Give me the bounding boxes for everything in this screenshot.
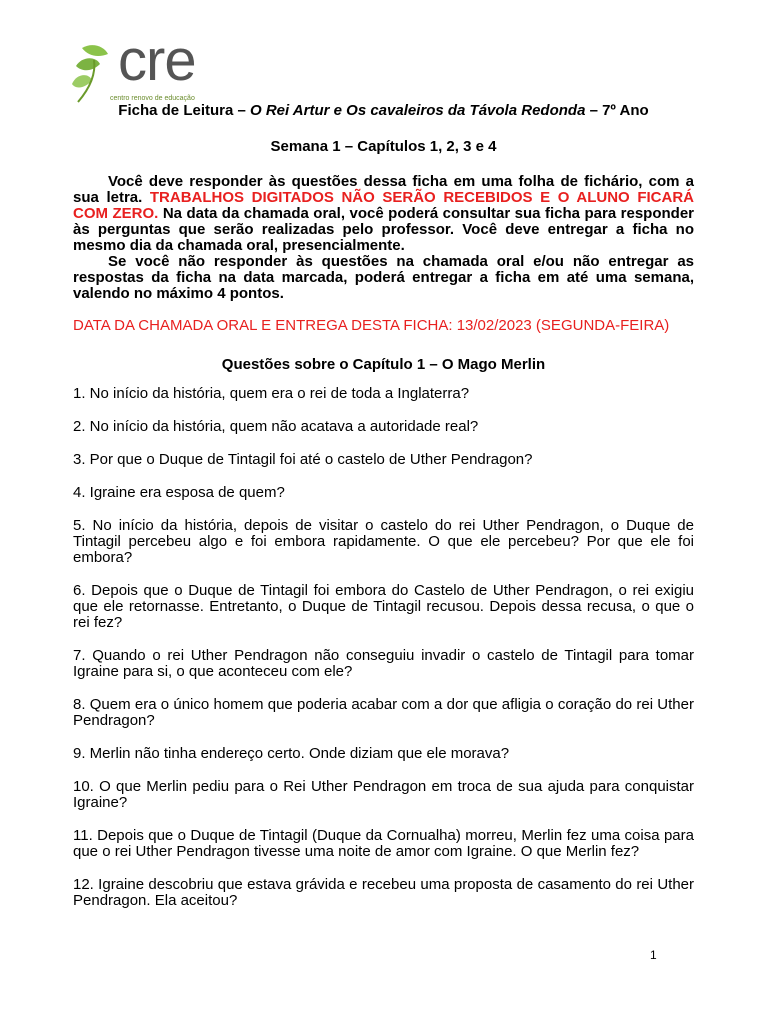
question-item: 8. Quem era o único homem que poderia acabar com a dor que afligia o coração do rei Uther Pendragon? xyxy=(73,696,694,729)
warning-text: TRABALHOS DIGITADOS NÃO SERÃO RECEBIDOS E O ALUNO FICARÁ COM ZERO. xyxy=(73,189,694,222)
question-item: 4. Igraine era esposa de quem? xyxy=(73,484,285,501)
question-item: 6. Depois que o Duque de Tintagil foi embora do Castelo de Uther Pendragon, o rei exigiu que ele retornasse. Entretanto, o Duque de Tintagil recusou. Depois dessa recusa, o que o rei fez? xyxy=(73,582,694,631)
question-item: 10. O que Merlin pediu para o Rei Uther Pendragon em troca de sua ajuda para conquistar Igraine? xyxy=(73,778,694,811)
question-item: 5. No início da história, depois de visitar o castelo do rei Uther Pendragon, o Duque de Tintagil percebeu algo e foi embora rapidamente. O que ele percebeu? Por que ele foi embora? xyxy=(73,517,694,566)
page-number: 1 xyxy=(650,948,657,962)
section-title: Questões sobre o Capítulo 1 – O Mago Merlin xyxy=(221,356,546,373)
question-item: 12. Igraine descobriu que estava grávida e recebeu uma proposta de casamento do rei Uther Pendragon. Ela aceitou? xyxy=(73,876,694,909)
title-prefix: Ficha de Leitura – xyxy=(118,102,251,119)
question-item: 7. Quando o rei Uther Pendragon não conseguiu invadir o castelo de Tintagil para tomar Igraine para si, o que aconteceu com ele? xyxy=(73,647,694,680)
question-item: 9. Merlin não tinha endereço certo. Onde diziam que ele morava? xyxy=(73,745,510,762)
logo-wordmark: cre xyxy=(118,28,196,93)
instructions-paragraph-2: Se você não responder às questões na chamada oral e/ou não entregar as respostas da ficha na data marcada, poderá entregar a ficha em até uma semana, valendo no máximo 4 pontos. xyxy=(73,253,694,302)
question-item: 2. No início da história, quem não acatava a autoridade real? xyxy=(73,418,479,435)
instructions-p1-end: Na data da chamada oral, você poderá consultar sua ficha para responder às perguntas que serão realizadas pelo professor. Você deve entregar a ficha no mesmo dia da chamada oral, presencialmente. xyxy=(73,205,694,254)
date-notice: DATA DA CHAMADA ORAL E ENTREGA DESTA FICHA: 13/02/2023 (SEGUNDA-FEIRA) xyxy=(73,317,670,334)
title-book: O Rei Artur e Os cavaleiros da Távola Redonda xyxy=(250,102,586,119)
title-suffix: – 7º Ano xyxy=(585,102,649,119)
logo-tagline: centro renovo de educação xyxy=(110,95,195,102)
instructions-paragraph-1 xyxy=(73,174,694,254)
question-item: 11. Depois que o Duque de Tintagil (Duque da Cornualha) morreu, Merlin fez uma coisa para que o rei Uther Pendragon tivesse uma noite de amor com Igraine. O que Merlin fez? xyxy=(73,827,694,860)
question-item: 1. No início da história, quem era o rei de toda a Inglaterra? xyxy=(73,385,470,402)
document-body xyxy=(73,102,694,926)
school-logo xyxy=(70,28,200,106)
document-title xyxy=(73,102,694,120)
question-list xyxy=(73,386,694,909)
instructions xyxy=(73,174,694,302)
question-item: 3. Por que o Duque de Tintagil foi até o castelo de Uther Pendragon? xyxy=(73,451,533,468)
instructions-p1-start: Você deve responder às questões dessa ficha em uma folha de fichário, com a sua letra. xyxy=(73,173,694,206)
week-heading: Semana 1 – Capítulos 1, 2, 3 e 4 xyxy=(270,138,497,155)
